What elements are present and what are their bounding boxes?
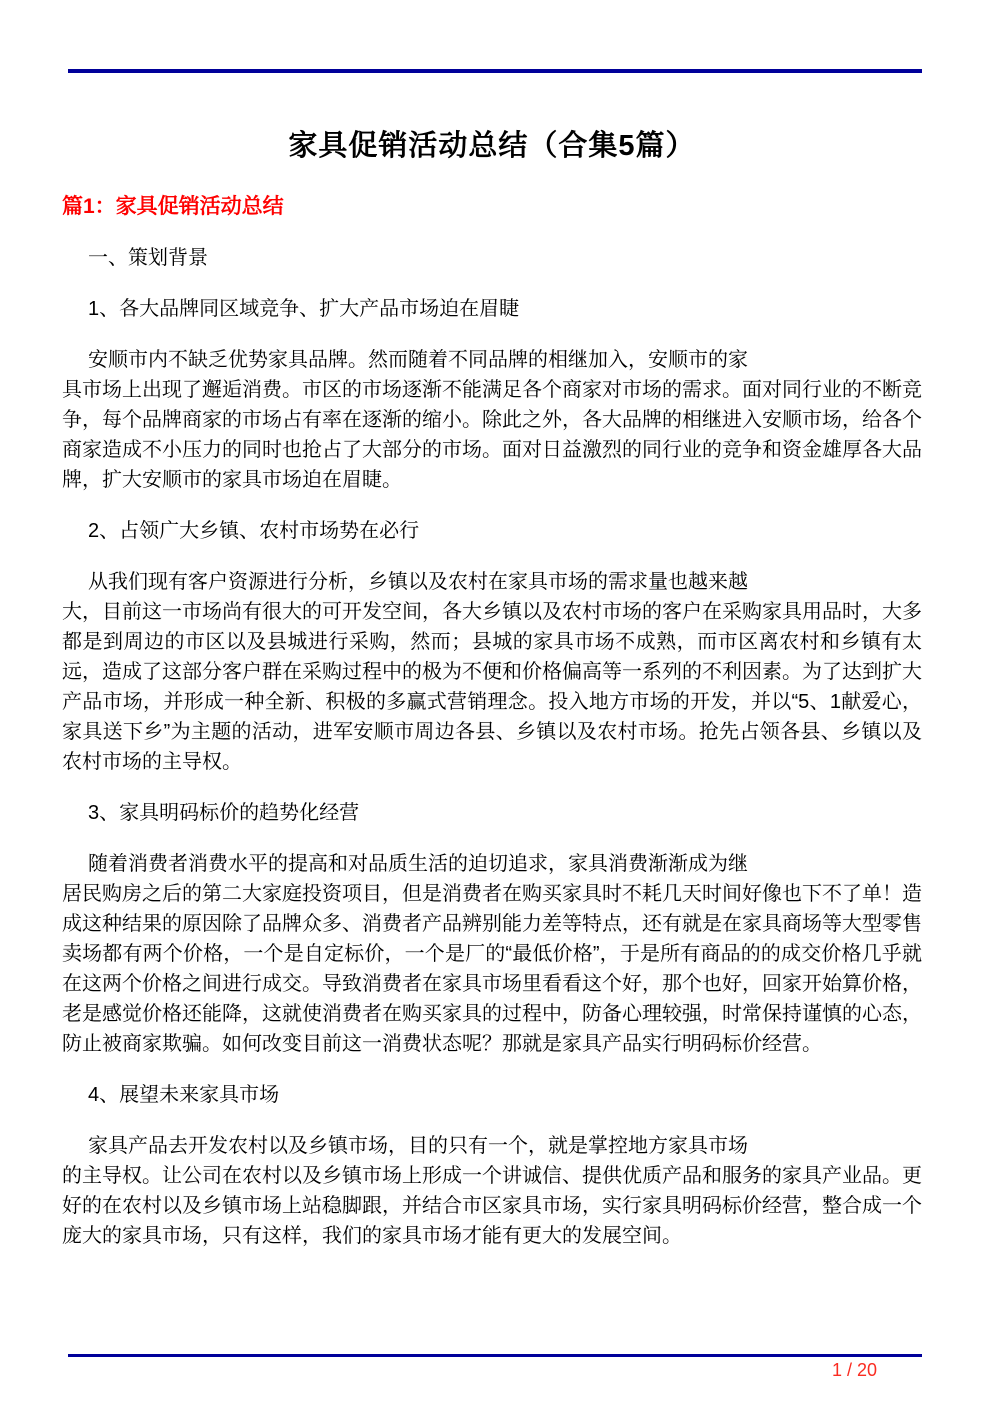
paragraph-rural-market [62,567,922,777]
heading-item-2: 2、占领广大乡镇、农村市场势在必行 [88,520,420,542]
paragraph-first-line: 家具产品去开发农村以及乡镇市场，目的只有一个，就是掌控地方家具市场 [88,1135,748,1157]
heading-item-4: 4、展望未来家具市场 [88,1084,280,1106]
paragraph-first-line: 随着消费者消费水平的提高和对品质生活的迫切追求，家具消费渐渐成为继 [88,853,748,875]
footer-rule [68,1354,922,1357]
paragraph-body: 具市场上出现了邂逅消费。市区的市场逐渐不能满足各个商家对市场的需求。面对同行业的不断竞争，每个品牌商家的市场占有率在逐渐的缩小。除此之外，各大品牌的相继进入安顺市场，给各个商家造成不小压力的同时也抢占了大部分的市场。面对日益激烈的同行业的竞争和资金雄厚各大品牌，扩大安顺市的家具市场迫在眉睫。 [62,379,922,491]
heading-item-3: 3、家具明码标价的趋势化经营 [88,802,360,824]
paragraph-body: 的主导权。让公司在农村以及乡镇市场上形成一个讲诚信、提供优质产品和服务的家具产业品。更好的在农村以及乡镇市场上站稳脚跟，并结合市区家具市场，实行家具明码标价经营，整合成一个庞大的家具市场，只有这样，我们的家具市场才能有更大的发展空间。 [62,1165,922,1247]
document-body [62,243,922,1251]
paragraph-brand-competition [62,345,922,495]
paragraph-future-outlook [62,1131,922,1251]
document-content [62,73,922,1251]
paragraph-price-labeling [62,849,922,1059]
heading-item-1: 1、各大品牌同区域竞争、扩大产品市场迫在眉睫 [88,298,520,320]
paragraph-first-line: 安顺市内不缺乏优势家具品牌。然而随着不同品牌的相继加入，安顺市的家 [88,349,748,371]
heading-planning-background: 一、策划背景 [88,247,208,269]
paragraph-body: 大，目前这一市场尚有很大的可开发空间，各大乡镇以及农村市场的客户在采购家具用品时，大多都是到周边的市区以及县城进行采购，然而；县城的家具市场不成熟，而市区离农村和乡镇有太远，造成了这部分客户群在采购过程中的极为不便和价格偏高等一系列的不利因素。为了达到扩大产品市场，并形成一种全新、积极的多赢式营销理念。投入地方市场的开发，并以“5、1献爱心，家具送下乡”为主题的活动，进军安顺市周边各县、乡镇以及农村市场。抢先占领各县、乡镇以及农村市场的主导权。 [62,601,922,773]
paragraph-first-line: 从我们现有客户资源进行分析，乡镇以及农村在家具市场的需求量也越来越 [88,571,748,593]
section-heading: 篇1：家具促销活动总结 [62,195,284,218]
paragraph-body: 居民购房之后的第二大家庭投资项目，但是消费者在购买家具时不耗几天时间好像也下不了单！造成这种结果的原因除了品牌众多、消费者产品辨别能力差等特点，还有就是在家具商场等大型零售卖场都有两个价格，一个是自定标价，一个是厂的“最低价格”，于是所有商品的的成交价格几乎就在这两个价格之间进行成交。导致消费者在家具市场里看看这个好，那个也好，回家开始算价格，老是感觉价格还能降，这就使消费者在购买家具的过程中，防备心理较强，时常保持谨慎的心态，防止被商家欺骗。如何改变目前这一消费状态呢？那就是家具产品实行明码标价经营。 [62,883,922,1055]
page-number-indicator: 1 / 20 [831,1360,877,1380]
document-title: 家具促销活动总结（合集5篇） [288,130,696,162]
